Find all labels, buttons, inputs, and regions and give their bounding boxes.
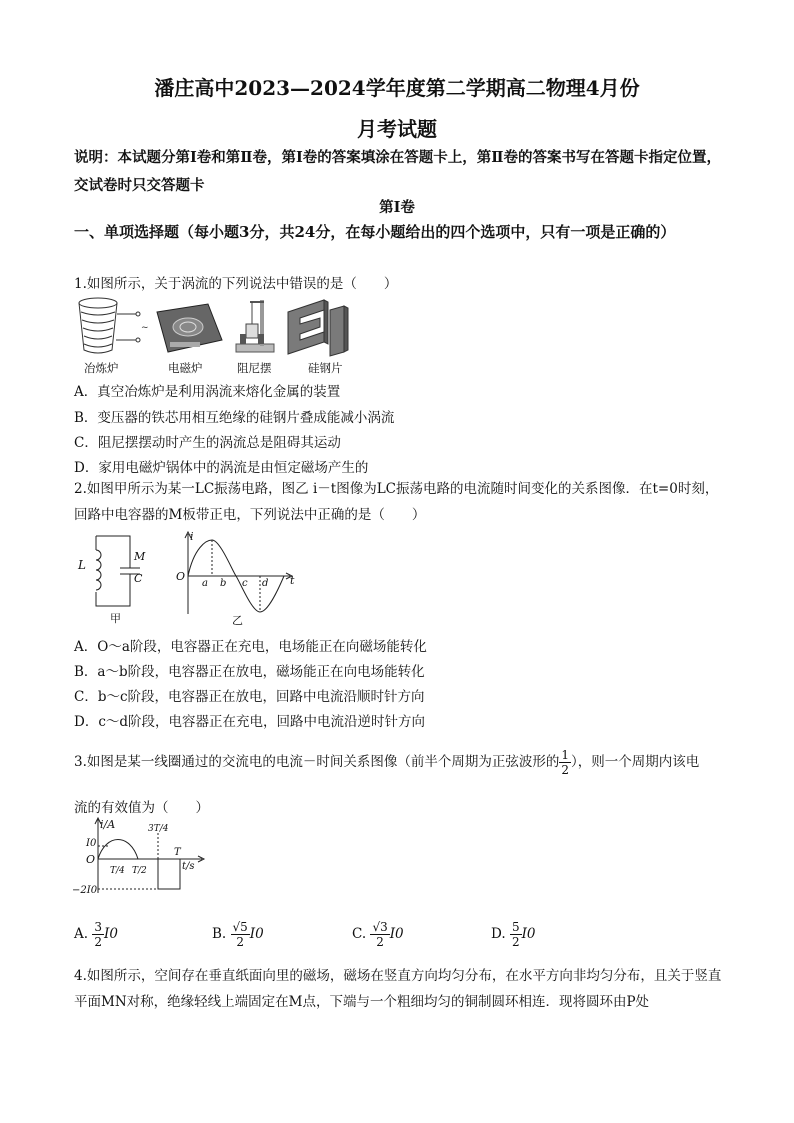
exam-title-line2: 月考试题 — [357, 117, 437, 141]
section-title: 一、单项选择题（每小题3分，共24分，在每小题给出的四个选项中，只有一项是正确的） — [74, 223, 676, 241]
q3-option-c-letter: C. — [352, 926, 367, 942]
q2-stem: 2.如图甲所示为某一LC振荡电路，图乙 i－t图像为LC振荡电路的电流随时间变化的关系图像．在t=0时刻，回路中电容器的M板带正电，下列说法中正确的是（ ） — [74, 481, 719, 523]
q3-stem-b: ），则一个周期内该电 — [571, 754, 700, 770]
q3-label-t: T — [174, 847, 181, 858]
graph-point-c: c — [242, 578, 248, 589]
q2-option-d: D．c～d阶段，电容器正在充电，回路中电流沿逆时针方向 — [74, 714, 426, 730]
caption-pendulum: 阻尼摆 — [237, 361, 272, 375]
q3-option-c-num: √3 — [372, 920, 388, 934]
q3-origin: O — [86, 853, 96, 866]
svg-text:~: ~ — [141, 323, 149, 333]
q3-it-graph — [70, 815, 210, 897]
q3-axis-y: i/A — [100, 818, 116, 831]
graph-point-d: d — [262, 578, 269, 589]
q3-option-b-tail: I0 — [249, 926, 264, 942]
q2-it-graph — [174, 530, 298, 626]
q3-option-d-letter: D. — [491, 926, 506, 942]
q1-figure — [74, 294, 364, 360]
q3-label-t2: T/2 — [132, 866, 147, 876]
graph-point-b: b — [220, 578, 227, 589]
q3-stem-a: 3.如图是某一线圈通过的交流电的电流－时间关系图像（前半个周期为正弦波形的 — [74, 754, 560, 770]
q3-option-a-den: 2 — [94, 935, 102, 949]
q3-option-a-tail: I0 — [103, 926, 118, 942]
q3-option-c — [352, 920, 404, 949]
q3-option-d — [491, 920, 536, 949]
q3-option-a-num: 3 — [94, 920, 102, 934]
caption-silicon-steel: 硅钢片 — [308, 361, 343, 375]
caption-induction-cooker: 电磁炉 — [168, 361, 203, 375]
q1-stem: 1.如图所示，关于涡流的下列说法中错误的是（ ） — [74, 276, 398, 292]
q1-option-b: B．变压器的铁芯用相互绝缘的硅钢片叠成能减小涡流 — [74, 410, 395, 426]
q1-option-a: A．真空冶炼炉是利用涡流来熔化金属的装置 — [74, 384, 341, 400]
q2-option-c: C．b～c阶段，电容器正在放电，回路中电流沿顺时针方向 — [74, 689, 425, 705]
induction-cooker-illustration — [157, 304, 222, 352]
q3-option-a-letter: A. — [74, 926, 89, 942]
q3-option-d-num: 5 — [511, 920, 520, 934]
q3-label-t34: 3T/4 — [148, 824, 169, 834]
q3-option-d-den: 2 — [511, 935, 520, 949]
circuit-label-l: L — [78, 558, 86, 572]
q2-option-a: A．O～a阶段，电容器正在充电，电场能正在向磁场能转化 — [74, 639, 427, 655]
caption-furnace: 冶炼炉 — [84, 361, 119, 375]
graph-caption: 乙 — [232, 614, 243, 626]
furnace-illustration — [79, 298, 149, 353]
q3-stem-fraction — [559, 748, 571, 777]
graph-axis-t: t — [290, 574, 295, 587]
q4-stem: 4.如图所示，空间存在垂直纸面向里的磁场，磁场在竖直方向均匀分布，在水平方向非均匀分布，且关于竖直平面MN对称，绝缘轻线上端固定在M点，下端与一个粗细均匀的铜制圆环相连．现将圆环由P处 — [74, 968, 722, 1010]
q3-frac-den: 2 — [561, 763, 570, 777]
q3-frac-num: 1 — [561, 748, 570, 762]
silicon-steel-illustration — [288, 300, 348, 356]
q3-label-neg: −2I0 — [72, 885, 98, 896]
q2-circuit — [74, 528, 164, 624]
q3-option-b — [212, 920, 264, 949]
exam-instructions: 说明：本试题分第Ⅰ卷和第Ⅱ卷，第Ⅰ卷的答案填涂在答题卡上，第Ⅱ卷的答案书写在答题卡指定位置，交试卷时只交答题卡 — [74, 149, 722, 194]
q3-option-d-tail: I0 — [521, 926, 536, 942]
q3-option-c-tail: I0 — [389, 926, 404, 942]
q3-stem-line1 — [74, 748, 699, 777]
q3-axis-t: t/s — [182, 861, 195, 872]
q3-option-b-letter: B. — [212, 926, 227, 942]
q3-label-t4: T/4 — [110, 866, 125, 876]
part-label: 第Ⅰ卷 — [379, 199, 415, 216]
circuit-label-m: M — [134, 550, 146, 563]
circuit-label-c: C — [134, 572, 143, 585]
q3-option-b-num: √5 — [232, 920, 248, 934]
damped-pendulum-illustration — [236, 300, 274, 352]
exam-title-line1: 潘庄高中2023—2024学年度第二学期高二物理4月份 — [154, 76, 640, 100]
q3-option-c-den: 2 — [376, 935, 384, 949]
circuit-caption: 甲 — [110, 612, 121, 624]
q1-option-d: D．家用电磁炉锅体中的涡流是由恒定磁场产生的 — [74, 460, 369, 476]
q1-option-c: C．阻尼摆摆动时产生的涡流总是阻碍其运动 — [74, 435, 341, 451]
q3-option-a — [74, 920, 118, 949]
q3-option-b-den: 2 — [236, 935, 244, 949]
q2-option-b: B．a～b阶段，电容器正在放电，磁场能正在向电场能转化 — [74, 664, 425, 680]
graph-origin: O — [176, 570, 186, 583]
q3-stem-line2: 流的有效值为（ ） — [74, 800, 209, 816]
q3-label-i0: I0 — [86, 838, 97, 849]
graph-axis-i: i — [190, 530, 194, 543]
graph-point-a: a — [202, 578, 208, 589]
